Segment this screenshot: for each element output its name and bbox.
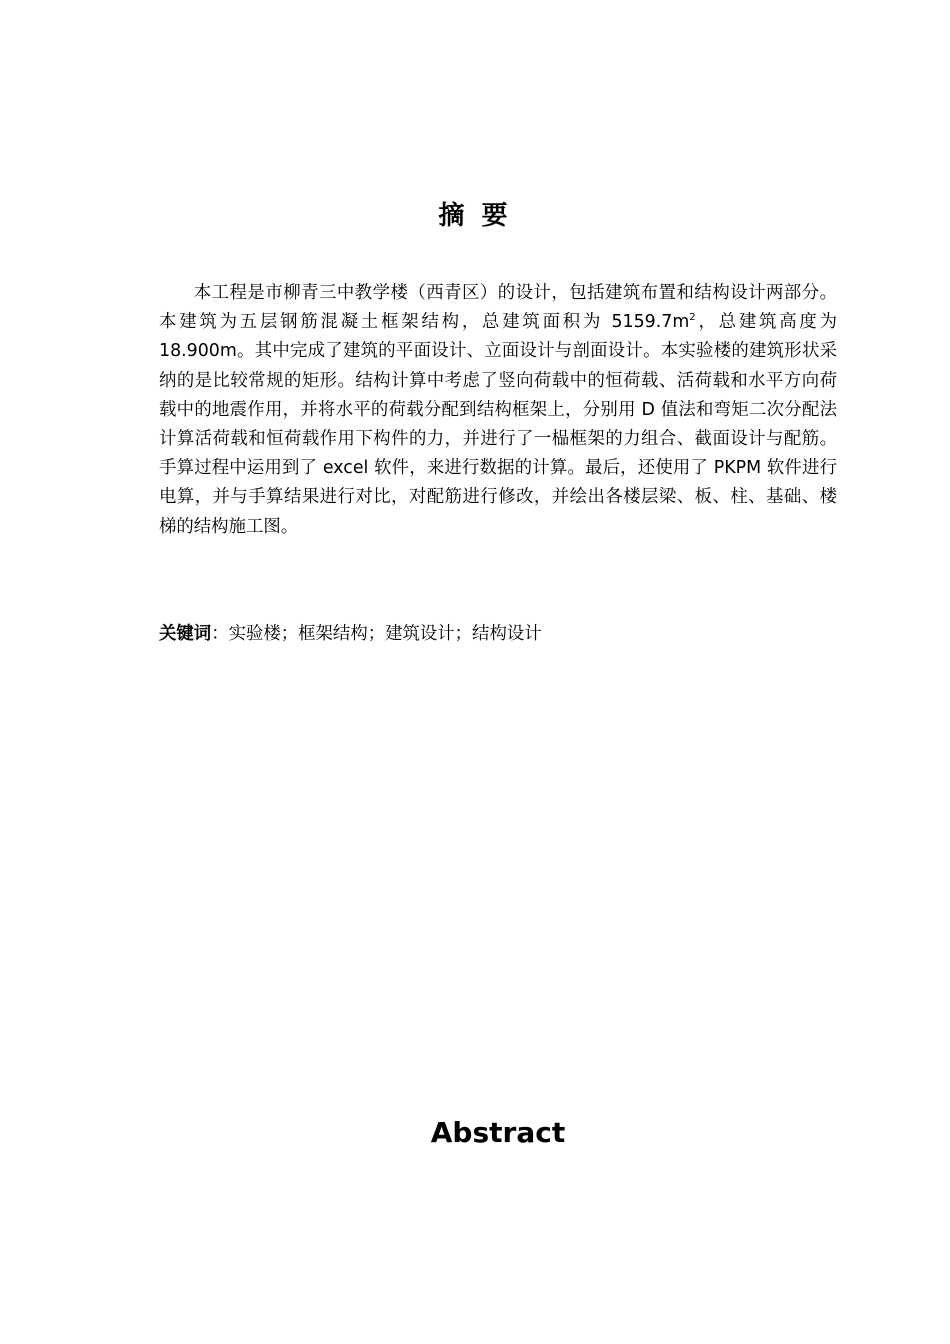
- keywords-text: ：实验楼；框架结构；建筑设计；结构设计: [211, 624, 542, 644]
- english-abstract-title: Abstract: [430, 1116, 566, 1149]
- chinese-abstract-body: [159, 279, 837, 542]
- abstract-text-part1: 本工程是市柳青三中教学楼（西青区）的设计，包括建筑布置和结构设计两部分。本建筑为五层钢筋混凝土框架结构，总建筑面积为 5159.7m: [159, 283, 837, 333]
- keywords-label: 关键词: [159, 624, 212, 644]
- abstract-text-part2: ，总建筑高度为 18.900m。其中完成了建筑的平面设计、立面设计与剖面设计。本实验楼的建筑形状采纳的是比较常规的矩形。结构计算中考虑了竖向荷载中的恒荷载、活荷载和水平方向荷载中的地震作用，并将水平的荷载分配到结构框架上，分别用 D 值法和弯矩二次分配法计算活荷载和恒荷载作用下构件的力，并进行了一榀框架的力组合、截面设计与配筋。手算过程中运用到了 excel 软件，来进行数据的计算。最后，还使用了 PKPM 软件进行电算，并与手算结果进行对比，对配筋进行修改，并绘出各楼层梁、板、柱、基础、楼梯的结构施工图。: [159, 312, 837, 537]
- area-unit-superscript: 2: [689, 312, 696, 324]
- chinese-abstract-title: 摘 要: [438, 201, 512, 231]
- keywords-line: [159, 620, 837, 649]
